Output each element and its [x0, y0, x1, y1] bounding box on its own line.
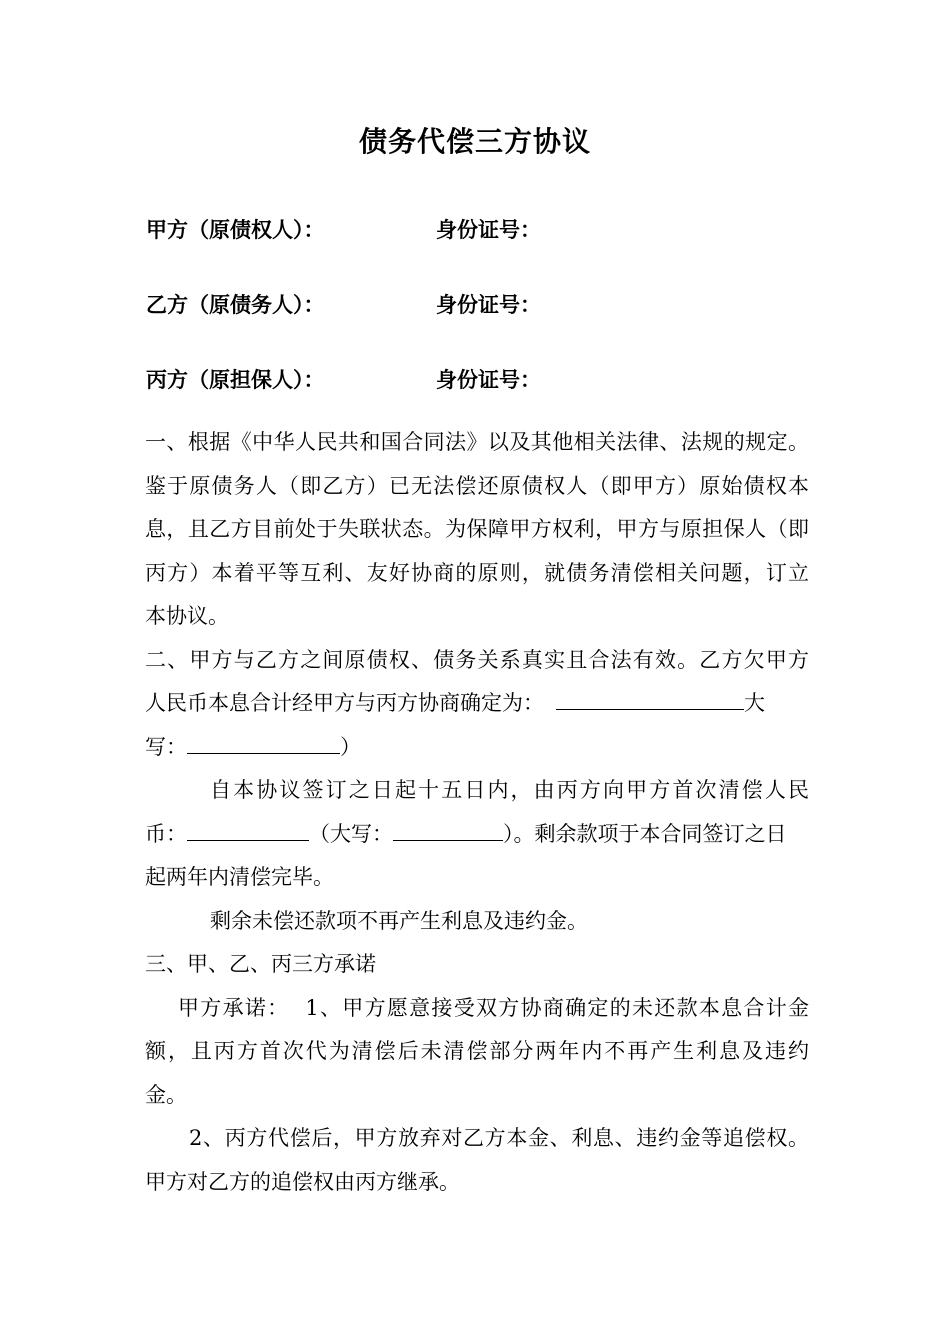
clause-3-line: 额，且丙方首次代为清偿后未清偿部分两年内不再产生利息及违约: [145, 1039, 809, 1063]
party-c-id-label: 身份证号：: [436, 367, 541, 392]
clause-2-text: 写：: [145, 734, 187, 759]
clause-1-line: 本协议。: [145, 604, 229, 628]
amount-blank[interactable]: [556, 687, 744, 710]
clause-2-amount-line: [145, 682, 809, 726]
clause-1-line: 息，且乙方目前处于失联状态。为保障甲方权利，甲方与原担保人（即: [145, 517, 809, 541]
clause-2-line: 剩余未偿还款项不再产生利息及违约金。: [210, 908, 588, 933]
party-a-id-label: 身份证号：: [436, 217, 541, 242]
clause-2-line: 自本协议签订之日起十五日内，由丙方向甲方首次清偿人民: [210, 778, 809, 802]
clause-2-line: 二、甲方与乙方之间原债权、债务关系真实且合法有效。乙方欠甲方: [145, 647, 809, 672]
party-b-label: 乙方（原债务人）：: [146, 292, 325, 317]
clause-3-line: 甲方承诺： 1、甲方愿意接受双方协商确定的未还款本息合计金: [178, 995, 809, 1020]
clause-3-line: 甲方对乙方的追偿权由丙方继承。: [145, 1169, 460, 1194]
clause-3-line: 金。: [145, 1082, 187, 1107]
first-payment-blank[interactable]: [187, 818, 309, 841]
clause-3-heading: 三、甲、乙、丙三方承诺: [145, 952, 376, 976]
clause-3-line: 2、丙方代偿后，甲方放弃对乙方本金、利息、违约金等追偿权。: [189, 1126, 809, 1150]
first-payment-line: [145, 813, 809, 857]
document-title: 债务代偿三方协议: [358, 125, 591, 158]
clause-2-text: 人民币本息合计经甲方与丙方协商确定为：: [145, 691, 544, 715]
clause-2-text: ）: [340, 734, 361, 759]
clause-2-text: 大: [744, 691, 765, 715]
clause-2-text: （大写：: [309, 821, 393, 846]
clause-2: [145, 639, 809, 944]
clause-1-line: 丙方）本着平等互利、友好协商的原则，就债务清偿相关问题，订立: [145, 560, 809, 585]
clause-2-text: 币：: [145, 821, 187, 846]
clause-2-capital-line: [145, 726, 809, 770]
party-a-label: 甲方（原债权人）：: [146, 217, 325, 242]
party-b-id-label: 身份证号：: [436, 292, 541, 317]
party-c-label: 丙方（原担保人）：: [146, 367, 325, 392]
clause-2-line: 起两年内清偿完毕。: [145, 865, 334, 889]
clause-1-line: 鉴于原债务人（即乙方）已无法偿还原债权人（即甲方）原始债权本: [145, 473, 809, 498]
clause-2-text: ）。剩余款项于本合同签订之日: [503, 821, 787, 846]
clause-1: [145, 421, 809, 639]
capital-amount-blank[interactable]: [187, 731, 340, 754]
clause-1-line: 一、根据《中华人民共和国合同法》以及其他相关法律、法规的规定。: [145, 430, 809, 454]
first-payment-capital-blank[interactable]: [393, 818, 503, 841]
clause-3: [145, 943, 809, 1204]
agreement-body: [145, 421, 809, 1204]
